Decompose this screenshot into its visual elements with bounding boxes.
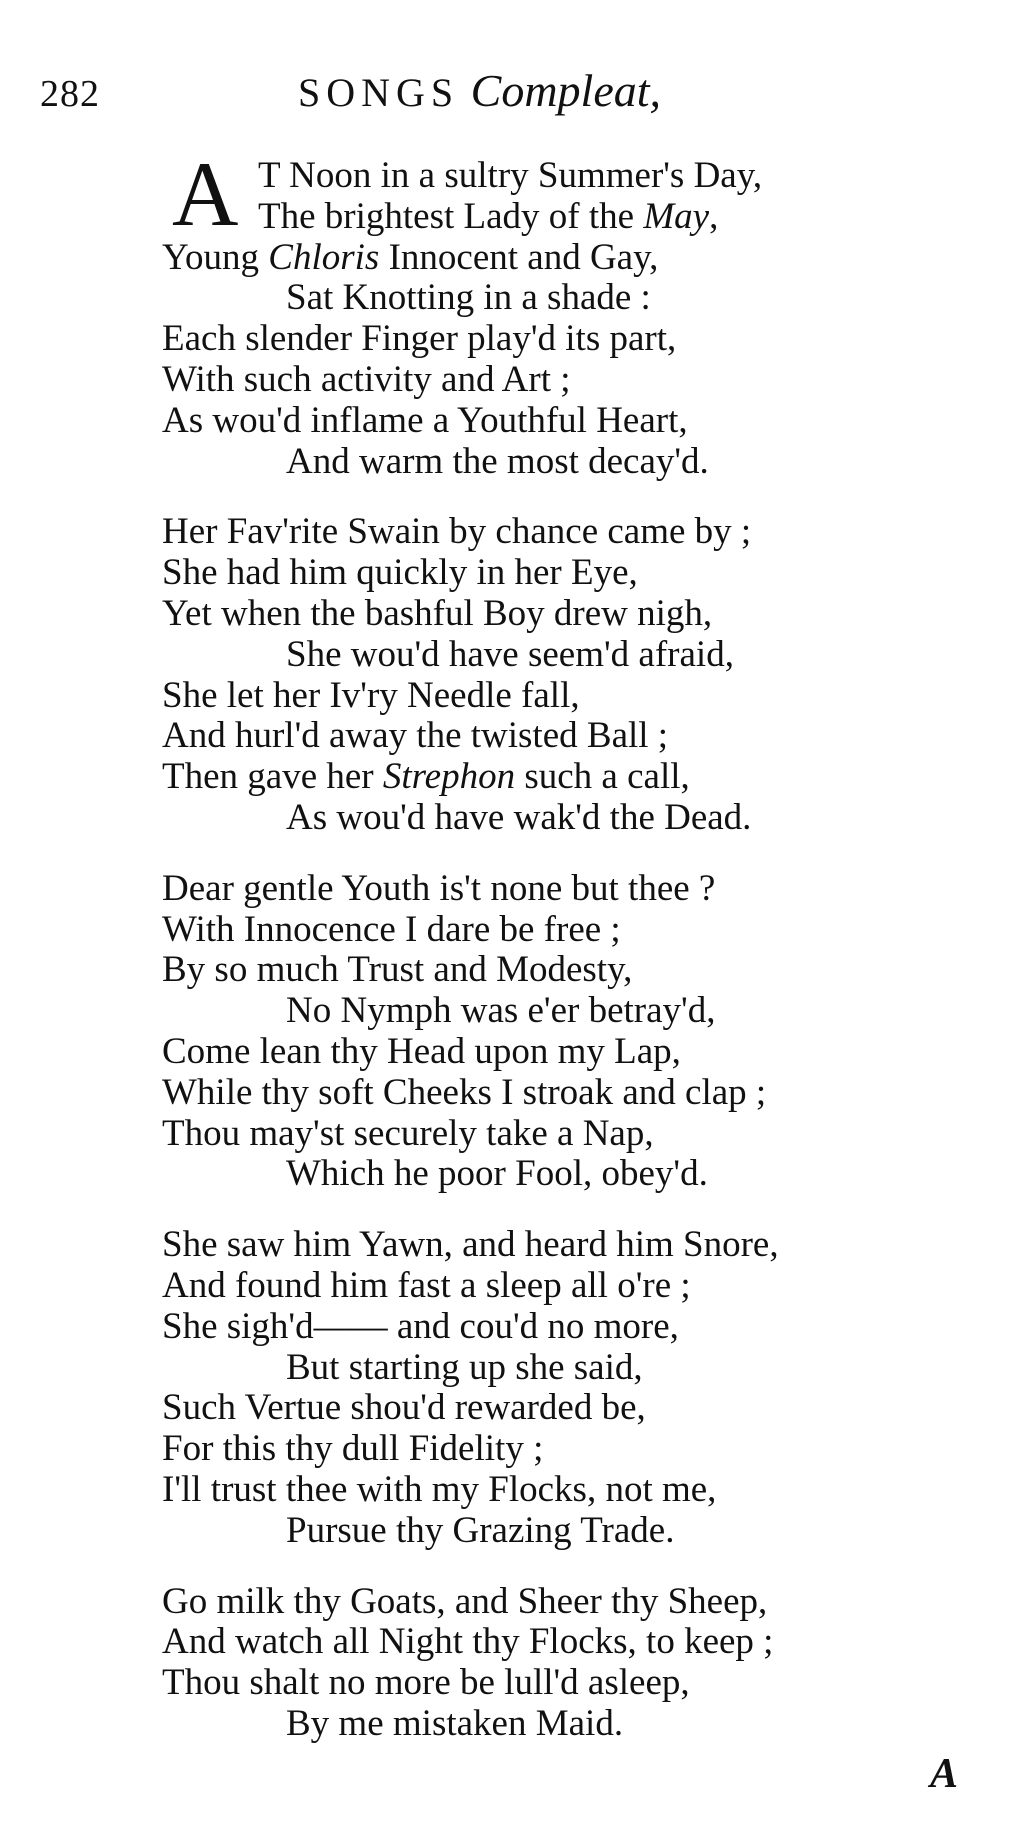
poem-line: Pursue thy Grazing Trade.: [286, 1509, 675, 1551]
line-italic: Chloris: [268, 236, 380, 278]
poem-line: Come lean thy Head upon my Lap,: [162, 1030, 681, 1072]
poem-line: She let her Iv'ry Needle fall,: [162, 674, 580, 716]
poem-line: I'll trust thee with my Flocks, not me,: [162, 1468, 717, 1510]
line-text: Young: [162, 236, 269, 278]
poem-line: And hurl'd away the twisted Ball ;: [162, 715, 669, 757]
poem-line: [162, 238, 982, 279]
stanza-3: [162, 869, 982, 1195]
poem-line: As wou'd inflame a Youthful Heart,: [162, 399, 688, 441]
poem-line: Thou may'st securely take a Nap,: [162, 1112, 654, 1154]
poem-line: With Innocence I dare be free ;: [162, 908, 621, 950]
running-title-caps: SONGS: [298, 70, 460, 115]
poem-line: And found him fast a sleep all o're ;: [162, 1264, 691, 1306]
poem-line: She sigh'd—— and cou'd no more,: [162, 1305, 679, 1347]
poem-line: Which he poor Fool, obey'd.: [286, 1153, 708, 1195]
poem-line: Dear gentle Youth is't none but thee ?: [162, 867, 716, 909]
poem-line: No Nymph was e'er betray'd,: [286, 990, 716, 1032]
poem-line: [162, 757, 982, 798]
poem-line: Her Fav'rite Swain by chance came by ;: [162, 511, 752, 553]
poem-line: For this thy dull Fidelity ;: [162, 1428, 544, 1470]
poem-line: By so much Trust and Modesty,: [162, 949, 633, 991]
poem-line: And watch all Night thy Flocks, to keep ;: [162, 1621, 774, 1663]
poem-line: Go milk thy Goats, and Sheer thy Sheep,: [162, 1580, 768, 1622]
line-italic: Strephon: [382, 756, 516, 798]
stanza-2: [162, 512, 982, 838]
line-text: Innocent and Gay,: [379, 236, 659, 278]
poem-line: With such activity and Art ;: [162, 358, 571, 400]
line-text: Then gave her: [162, 756, 383, 798]
running-title-italic: Compleat,: [470, 65, 662, 116]
poem-line: [162, 197, 982, 238]
line-text: The brightest Lady of the: [258, 195, 644, 237]
page-header: [0, 62, 1012, 122]
poem-line: She saw him Yawn, and heard him Snore,: [162, 1224, 779, 1266]
catchword: A: [930, 1751, 959, 1797]
stanza-4: [162, 1225, 982, 1551]
poem-line: She had him quickly in her Eye,: [162, 552, 638, 594]
poem-line: Such Vertue shou'd rewarded be,: [162, 1387, 646, 1429]
line-text: ,: [709, 195, 719, 237]
poem-line: Each slender Finger play'd its part,: [162, 318, 677, 360]
line-italic: May: [643, 195, 710, 237]
stanza-1: [162, 143, 982, 482]
line-text: such a call,: [515, 756, 690, 798]
poem-line: She wou'd have seem'd afraid,: [286, 633, 734, 675]
running-title: [298, 64, 661, 117]
poem-line: By me mistaken Maid.: [286, 1702, 624, 1744]
poem-line: But starting up she said,: [286, 1346, 643, 1388]
poem-line: Sat Knotting in a shade :: [286, 277, 651, 319]
poem: [162, 143, 982, 1775]
page-number: 282: [40, 73, 100, 115]
poem-line: Yet when the bashful Boy drew nigh,: [162, 592, 713, 634]
poem-line: As wou'd have wak'd the Dead.: [286, 796, 752, 838]
stanza-5: [162, 1582, 982, 1745]
poem-line: And warm the most decay'd.: [286, 440, 709, 482]
poem-line: While thy soft Cheeks I stroak and clap ;: [162, 1071, 767, 1113]
poem-line: Thou shalt no more be lull'd asleep,: [162, 1662, 690, 1704]
poem-line: T Noon in a sultry Summer's Day,: [258, 155, 763, 196]
drop-cap: A: [172, 143, 239, 245]
